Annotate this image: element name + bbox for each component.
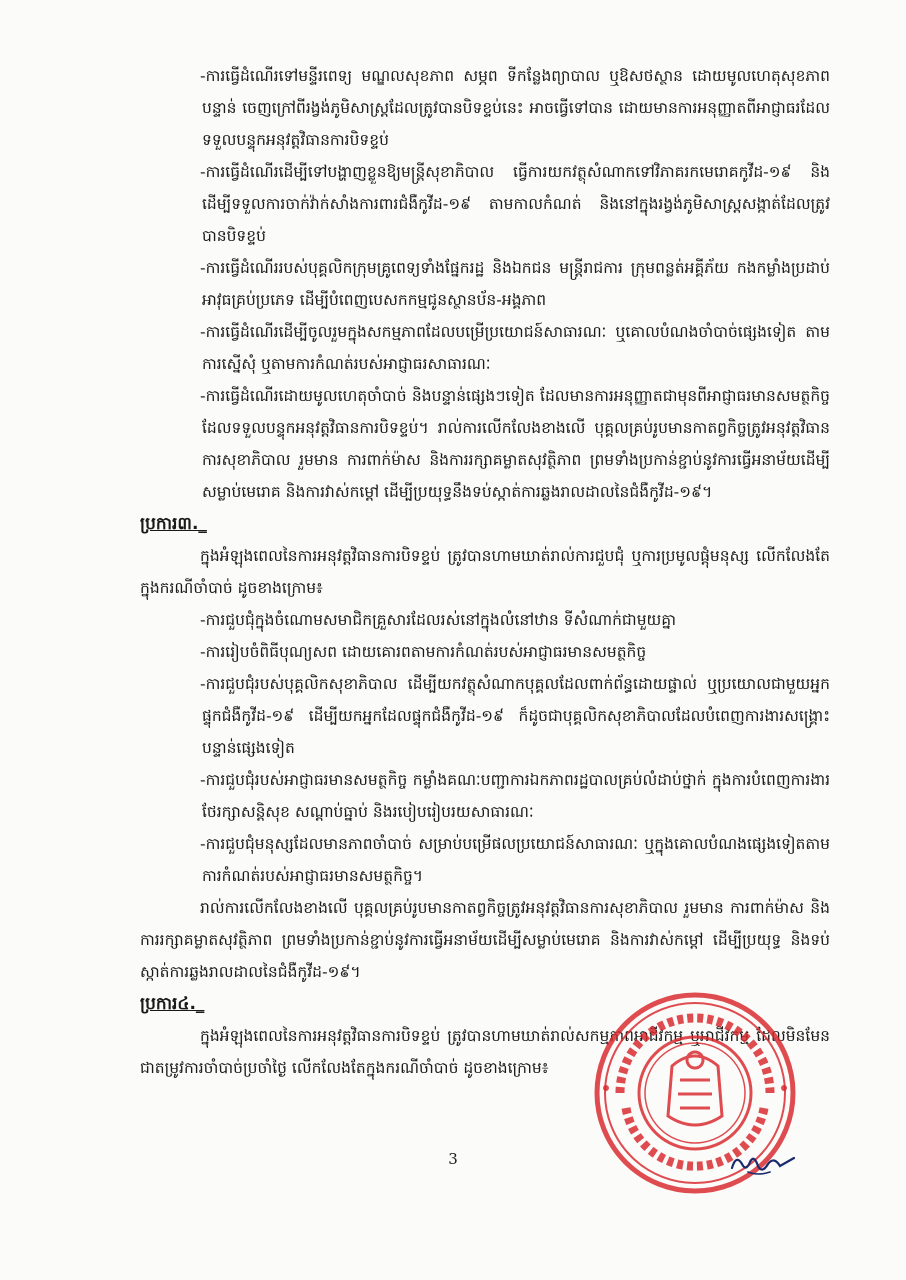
page-number: 3	[448, 1150, 458, 1168]
paragraph-travel-hospital: -ការធ្វើដំណើរទៅមន្ទីរពេទ្យ មណ្ឌលសុខភាព សម្ភព ទីកន្លែងព្យាបាល ឬឱសថស្ថាន ដោយមូលហេតុសុខភាពបន្ទាន់ ចេញក្រៅពីរង្វង់ភូមិសាស្ត្រដែលត្រូវបានបិទខ្ទប់នេះ អាចធ្វើទៅបាន ដោយមានការអនុញ្ញាតពីអាជ្ញាធរដែលទទួលបន្ទុកអនុវត្តវិធានការបិទខ្ទប់	[200, 67, 830, 149]
paragraph-travel-testing: -ការធ្វើដំណើរដើម្បីទៅបង្ហាញខ្លួនឱ្យមន្ត្រីសុខាភិបាល ធ្វើការយកវត្ថុសំណាកទៅវិភាគរកមេរោគកូវីដ-១៩ និងដើម្បីទទួលការចាក់វ៉ាក់សាំងការពារជំងឺកូវីដ-១៩ តាមកាលកំណត់ និងនៅក្នុងរង្វង់ភូមិសាស្ត្រសង្កាត់ដែលត្រូវបានបិទខ្ទប់	[200, 163, 830, 245]
paragraph-health-measures: រាល់ការលើកលែងខាងលើ បុគ្គលគ្រប់រូបមានកាតព្វកិច្ចត្រូវអនុវត្តវិធានការសុខាភិបាល រួមមាន ការពាក់ម៉ាស និងការរក្សាគម្លាតសុវត្ថិភាព ព្រមទាំងប្រកាន់ខ្ជាប់នូវការធ្វើអនាម័យដើម្បីសម្លាប់មេរោគ និងការវាស់កម្ដៅ ដើម្បីប្រយុទ្ធ និងទប់ស្កាត់ការឆ្លងរាលដាលនៃជំងឺកូវីដ-១៩។	[140, 899, 830, 981]
paragraph-gathering-ban: ក្នុងអំឡុងពេលនៃការអនុវត្តវិធានការបិទខ្ទប់ ត្រូវបានហាមឃាត់រាល់ការជួបជុំ ឬការប្រមូលផ្តុំមនុស្ស លើកលែងតែក្នុងករណីចាំបាច់ ដូចខាងក្រោម៖	[140, 547, 830, 597]
paragraph-gathering-funeral: -ការរៀបចំពិធីបុណ្យសព ដោយគោរពតាមការកំណត់របស់អាជ្ញាធរមានសមត្ថកិច្ច	[200, 643, 647, 661]
paragraph-travel-public-service: -ការធ្វើដំណើរដើម្បីចូលរួមក្នុងសកម្មភាពដែលបម្រើប្រយោជន៍សាធារណៈ ឬគោលបំណងចាំបាច់ផ្សេងទៀត តាមការស្នើសុំ ឬតាមការកំណត់របស់អាជ្ញាធរសាធារណៈ	[200, 323, 830, 373]
paragraph-gathering-authorities: -ការជួបជុំរបស់អាជ្ញាធរមានសមត្ថកិច្ច កម្លាំងគណៈបញ្ជាការឯកភាពរដ្ឋបាលគ្រប់លំដាប់ថ្នាក់ ក្នុងការបំពេញការងារថែរក្សាសន្តិសុខ សណ្តាប់ធ្នាប់ និងរបៀបរៀបរយសាធារណៈ	[200, 771, 830, 821]
paragraph-business-ban: ក្នុងអំឡុងពេលនៃការអនុវត្តវិធានការបិទខ្ទប់ ត្រូវបានហាមឃាត់រាល់សកម្មភាពអាជីវកម្ម ឬអាជីវកម្ម ដែលមិនមែនជាតម្រូវការចាំបាច់ប្រចាំថ្ងៃ លើកលែងតែក្នុងករណីចាំបាច់ ដូចខាងក្រោម៖	[140, 1027, 830, 1077]
paragraph-gathering-family: -ការជួបជុំក្នុងចំណោមសមាជិកគ្រួសារដែលរស់នៅក្នុងលំនៅឋាន ទីសំណាក់ជាមួយគ្នា	[200, 611, 677, 629]
paragraph-travel-officials: -ការធ្វើដំណើររបស់បុគ្គលិកក្រុមគ្រូពេទ្យទាំងផ្នែករដ្ឋ និងឯកជន មន្ត្រីរាជការ ក្រុមពន្លត់អគ្គីភ័យ កងកម្លាំងប្រដាប់អាវុធគ្រប់ប្រភេទ ដើម្បីបំពេញបេសកកម្មជូនស្ថានប័ន-អង្គភាព	[200, 259, 830, 309]
article-4-heading: ប្រការ៤._	[140, 994, 205, 1014]
paragraph-gathering-public-benefit: -ការជួបជុំមនុស្សដែលមានភាពចាំបាច់ សម្រាប់បម្រើផលប្រយោជន៍សាធារណៈ ឬក្នុងគោលបំណងផ្សេងទៀតតាមការកំណត់របស់អាជ្ញាធរមានសមត្ថកិច្ច។	[200, 835, 830, 885]
document-body	[140, 60, 830, 1084]
article-3-heading: ប្រការ៣._	[140, 514, 207, 534]
paragraph-gathering-health-staff: -ការជួបជុំរបស់បុគ្គលិកសុខាភិបាល ដើម្បីយកវត្ថុសំណាកបុគ្គលដែលពាក់ព័ន្ធដោយផ្ទាល់ ឬប្រយោលជាមួយអ្នកផ្ទុកជំងឺកូវីដ-១៩ ដើម្បីយកអ្នកដែលផ្ទុកជំងឺកូវីដ-១៩ ក៏ដូចជាបុគ្គលិកសុខាភិបាលដែលបំពេញការងារសង្គ្រោះបន្ទាន់ផ្សេងទៀត	[200, 675, 830, 757]
paragraph-travel-urgent: -ការធ្វើដំណើរដោយមូលហេតុចាំបាច់ និងបន្ទាន់ផ្សេងៗទៀត ដែលមានការអនុញ្ញាតជាមុនពីអាជ្ញាធរមានសមត្ថកិច្ច ដែលទទួលបន្ទុកអនុវត្តវិធានការបិទខ្ទប់។ រាល់ការលើកលែងខាងលើ បុគ្គលគ្រប់រូបមានកាតព្វកិច្ចត្រូវអនុវត្តវិធានការសុខាភិបាល រួមមាន ការពាក់ម៉ាស និងការរក្សាគម្លាតសុវត្ថិភាព ព្រមទាំងប្រកាន់ខ្ជាប់នូវការធ្វើអនាម័យដើម្បីសម្លាប់មេរោគ និងការវាស់កម្ដៅ ដើម្បីប្រយុទ្ធនឹងទប់ស្កាត់ការឆ្លងរាលដាលនៃជំងឺកូវីដ-១៩។	[200, 387, 830, 501]
